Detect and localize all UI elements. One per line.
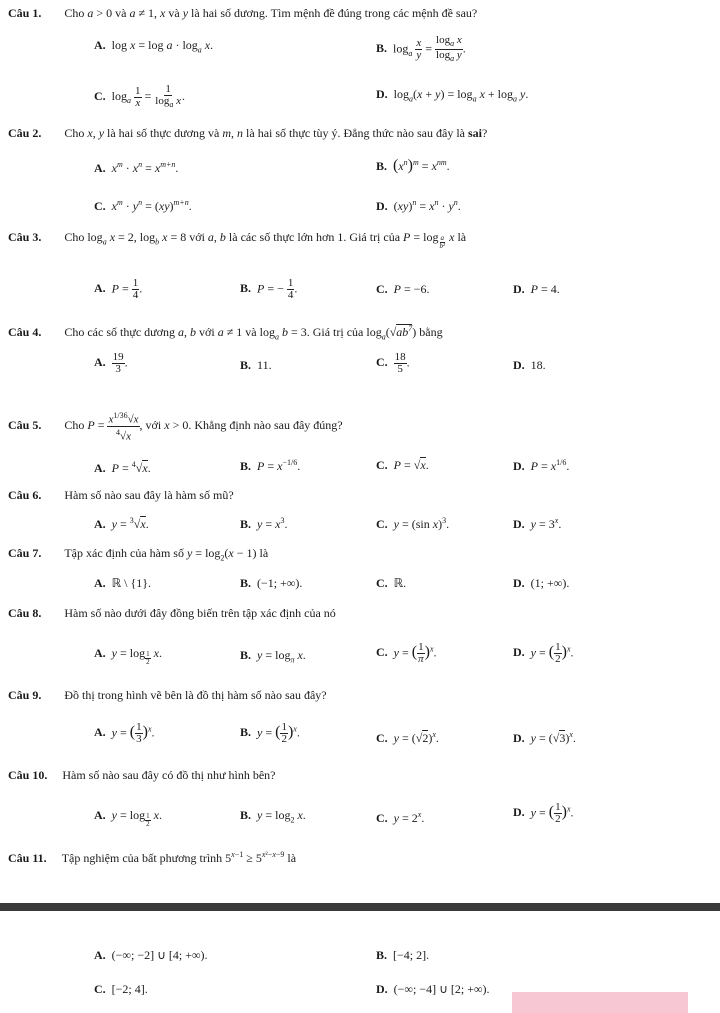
question-3-stem: Câu 3. Cho $\log_a x = 2$, $\log_b x = 8$ với a, b là các số thực lớn hơn 1. Giá trị của P = log $_{\frac{a}{\text{b²}}}$ x là	[8, 230, 467, 251]
question-5-option-c[interactable]: C. P = √x.	[376, 458, 429, 472]
question-11-option-c[interactable]: C. [−2; 4].	[94, 982, 148, 996]
question-7-stem: Câu 7. Tập xác định của hàm số $y = \log_2(x - 1)$ là	[8, 546, 269, 563]
question-5-option-a[interactable]: A. P = $^4$√x.	[94, 460, 151, 475]
question-6-option-d[interactable]: D. $y = 3^x$.	[513, 516, 562, 531]
question-7-option-c[interactable]: C. ℝ.	[376, 576, 407, 590]
section-divider	[0, 903, 720, 911]
question-1-option-b[interactable]: B. $\log_a$ $\frac{x}{y}$ = $\frac{\log_a x}{\log_a y}$ .	[376, 34, 466, 64]
question-6-option-b[interactable]: B. $y = x^3$.	[240, 516, 288, 531]
question-6-stem: Câu 6. Hàm số nào sau đây là hàm số mũ?	[8, 488, 234, 502]
question-9-option-c[interactable]: C. $y = (√2)^x$.	[376, 730, 439, 745]
question-9-option-d[interactable]: D. $y = (√3)^x$.	[513, 730, 576, 745]
highlight-box	[512, 992, 688, 1013]
question-8-option-c[interactable]: C. y = ( $\frac{1}{\pi}$ )$^x$.	[376, 641, 437, 665]
question-11-option-c-text: [−2; 4].	[111, 982, 148, 996]
question-6-option-c[interactable]: C. y = (sin x)$^3$.	[376, 516, 450, 531]
question-3-option-c[interactable]: C. P = −6.	[376, 282, 430, 296]
question-4-option-c[interactable]: C. $\frac{18}{5}$ .	[376, 351, 410, 375]
question-4-option-d[interactable]: D. 18.	[513, 358, 546, 372]
question-11-option-d[interactable]: D. (−∞; −4] ∪ [2; +∞).	[376, 982, 490, 996]
question-6-text: Hàm số nào sau đây là hàm số mũ?	[64, 488, 234, 502]
question-1-stem: Câu 1. Cho a > 0 và a ≠ 1, x và y là hai số dương. Tìm mệnh đề đúng trong các mệnh đề sau?	[8, 6, 478, 20]
question-2-option-b[interactable]: B. $(x^n)^m = x^{nm}$.	[376, 157, 450, 174]
question-3-option-b[interactable]: B. P = − $\frac{1}{4}$ .	[240, 277, 298, 301]
question-9-stem: Câu 9. Đồ thị trong hình vẽ bên là đồ thị hàm số nào sau đây?	[8, 688, 327, 702]
question-1-option-d[interactable]: D. $\log_a(x + y) = \log_a x + \log_a y$.	[376, 87, 529, 104]
question-8-stem: Câu 8. Hàm số nào dưới đây đồng biến trên tập xác định của nó	[8, 606, 336, 620]
question-10-option-b[interactable]: B. $y = \log_2 x$.	[240, 808, 306, 825]
question-10-option-d[interactable]: D. y = ( $\frac{1}{2}$ )$^x$.	[513, 801, 574, 825]
question-10-option-c[interactable]: C. $y = 2^x$.	[376, 810, 425, 825]
question-7-option-d-text: (1; +∞).	[530, 576, 570, 590]
question-11-option-b-text: [−4; 2].	[393, 948, 430, 962]
question-3-option-a[interactable]: A. P = $\frac{1}{4}$ .	[94, 277, 143, 301]
question-8-option-b[interactable]: B. $y = \log_\pi x$.	[240, 648, 306, 665]
question-2-stem: Câu 2. Cho x, y là hai số thực dương và m, n là hai số thực tùy ý. Đẳng thức nào sau đây là sai?	[8, 126, 488, 140]
question-10-stem: Câu 10. Hàm số nào sau đây có đồ thị như hình bên?	[8, 768, 276, 782]
question-11-option-b[interactable]: B. [−4; 2].	[376, 948, 430, 962]
question-3-option-d[interactable]: D. P = 4.	[513, 282, 560, 296]
question-11-option-a[interactable]: A. (−∞; −2] ∪ [4; +∞).	[94, 948, 208, 962]
question-4-option-b[interactable]: B. 11.	[240, 358, 272, 372]
question-7-option-b[interactable]: B. (−1; +∞).	[240, 576, 303, 590]
question-10-option-a[interactable]: A. y = log $_{\frac{1}{2}}$ x.	[94, 808, 162, 829]
question-7-option-d[interactable]: D. (1; +∞).	[513, 576, 570, 590]
question-5-stem: Câu 5. Cho P = $\frac{x^{1/36}√x}{^4√x}$ , với x > 0. Khẳng định nào sau đây đúng?	[8, 411, 343, 443]
question-10-text: Hàm số nào sau đây có đồ thị như hình bên?	[62, 768, 276, 782]
question-2-option-a[interactable]: A. $x^m \cdot x^n = x^{m+n}$.	[94, 160, 179, 175]
question-6-option-a[interactable]: A. y = $^3$√x.	[94, 516, 149, 531]
question-8-option-a[interactable]: A. y = log $_{\frac{1}{2}}$ x.	[94, 646, 162, 667]
question-11-stem: Câu 11. Tập nghiệm của bất phương trình $5^{x-1} \ge 5^{x^2-x-9}$ là	[8, 850, 297, 865]
question-1-option-a[interactable]: A. $\log x = \log a \cdot \log_a x$.	[94, 38, 214, 55]
question-2-option-c[interactable]: C. $x^m \cdot y^n = (xy)^{m+n}$.	[94, 198, 192, 213]
question-5-option-d[interactable]: D. $P = x^{1/6}$.	[513, 458, 570, 473]
question-8-text: Hàm số nào dưới đây đồng biến trên tập xác định của nó	[64, 606, 336, 620]
question-7-option-a[interactable]: A. ℝ \ {1}.	[94, 576, 152, 590]
question-11-option-a-text: (−∞; −2] ∪ [4; +∞).	[111, 948, 208, 962]
question-2-option-d[interactable]: D. $(xy)^n = x^n \cdot y^n$.	[376, 198, 461, 213]
question-8-option-d[interactable]: D. y = ( $\frac{1}{2}$ )$^x$.	[513, 641, 574, 665]
question-4-stem: Câu 4. Cho các số thực dương a, b với a ≠ 1 và $\log_a b = 3$. Giá trị của $\log_a(√ab^7)$ bằng	[8, 324, 443, 342]
question-11-option-d-text: (−∞; −4] ∪ [2; +∞).	[393, 982, 490, 996]
question-9-option-a[interactable]: A. y = ( $\frac{1}{3}$ )$^x$.	[94, 721, 155, 745]
question-4-option-a[interactable]: A. $\frac{19}{3}$ .	[94, 351, 128, 375]
question-5-option-b[interactable]: B. $P = x^{-1/6}$.	[240, 458, 301, 473]
question-9-option-b[interactable]: B. y = ( $\frac{1}{2}$ )$^x$.	[240, 721, 300, 745]
question-7-option-c-text: ℝ.	[393, 576, 407, 590]
question-7-option-a-text: ℝ \ {1}.	[111, 576, 152, 590]
question-1-option-c[interactable]: C. $\log_a$ $\frac{1}{x}$ = $\frac{1}{\log_a x}$ .	[94, 83, 185, 110]
question-9-text: Đồ thị trong hình vẽ bên là đồ thị hàm số nào sau đây?	[64, 688, 327, 702]
question-7-option-b-text: (−1; +∞).	[257, 576, 303, 590]
